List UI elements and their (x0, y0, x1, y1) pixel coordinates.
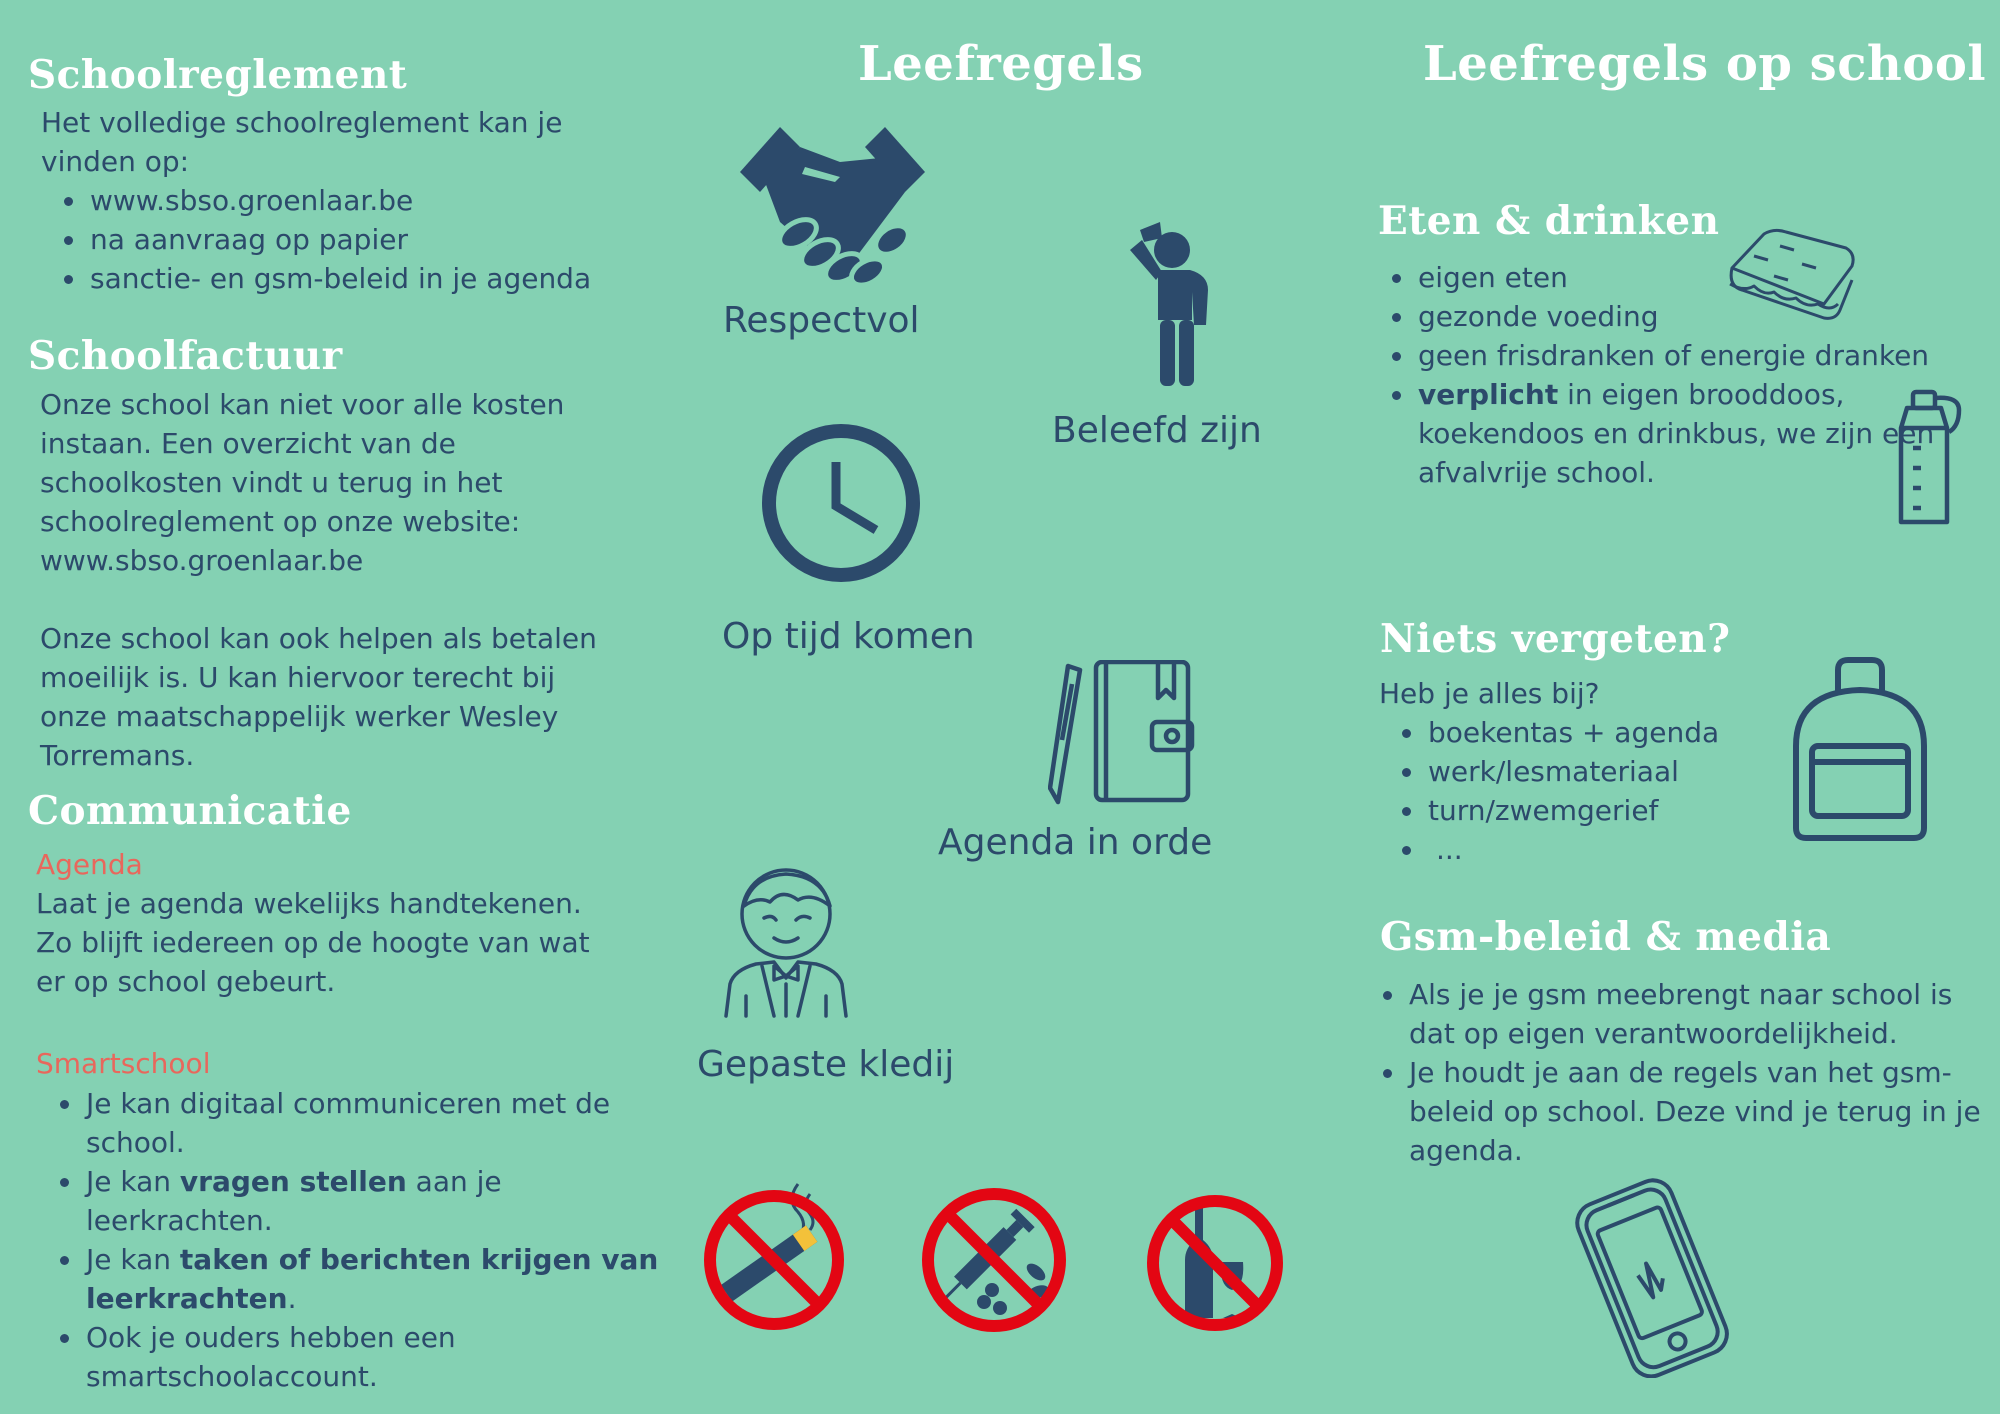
clock-icon (760, 422, 922, 584)
list-item (84, 1240, 666, 1318)
smartschool-subtitle: Smartschool (36, 1047, 211, 1080)
polite-person-icon (1120, 220, 1220, 390)
schoolfactuur-title: Schoolfactuur (28, 333, 343, 379)
schoolreglement-intro-line: Het volledige schoolreglement kan je (41, 106, 563, 139)
text-line: er op school gebeurt. (36, 965, 336, 998)
leefregels-op-school-title: Leefregels op school (1423, 36, 1987, 92)
eten-drinken-list (1368, 258, 1950, 492)
agenda-subtitle: Agenda (36, 848, 143, 881)
list-item (1416, 375, 1950, 492)
niets-vergeten-intro: Heb je alles bij? (1379, 677, 1600, 710)
gsm-beleid-list (1359, 975, 2000, 1170)
text-part: ... (1436, 833, 1463, 866)
list-item: • eigen eten (1416, 258, 1950, 297)
notebook-pencil-icon (1048, 660, 1198, 805)
handshake-icon (740, 122, 925, 292)
no-alcohol-icon (1143, 1190, 1289, 1336)
text-line: www.sbso.groenlaar.be (40, 544, 364, 577)
text-line: schoolkosten vindt u terug in het (40, 466, 503, 499)
leefregels-title: Leefregels (858, 36, 1144, 92)
gepaste-kledij-label: Gepaste kledij (697, 1044, 955, 1085)
gsm-beleid-title: Gsm-beleid & media (1380, 914, 1832, 960)
agenda-text (36, 884, 656, 1001)
eten-drinken-title: Eten & drinken (1378, 198, 1720, 244)
text-line: Onze school kan niet voor alle kosten (40, 388, 565, 421)
list-item: • gezonde voeding (1416, 297, 1950, 336)
backpack-icon (1788, 656, 1932, 842)
schoolreglement-intro-line: vinden op: (41, 145, 190, 178)
list-item: • werk/lesmateriaal (1426, 752, 1806, 791)
list-item: • www.sbso.groenlaar.be (88, 181, 688, 220)
bold-text: taken of berichten krijgen van leerkrachten (86, 1243, 659, 1315)
respectvol-label: Respectvol (723, 300, 920, 341)
smartschool-list (36, 1084, 666, 1396)
text-part: aan je leerkrachten. (86, 1165, 502, 1237)
schoolreglement-list (40, 181, 688, 298)
bold-text: verplicht (1418, 378, 1559, 411)
text-part: . (287, 1282, 297, 1315)
op-tijd-komen-label: Op tijd komen (722, 616, 975, 657)
no-drugs-icon (918, 1184, 1070, 1336)
text-part: in eigen brooddoos, koekendoos en drinkbus, we zijn een afvalvrije school. (1418, 378, 1935, 489)
schoolreglement-intro (41, 103, 641, 181)
list-item (1426, 830, 1806, 869)
list-item: • Je houdt je aan de regels van het gsm-beleid op school. Deze vind je terug in je agenda. (1407, 1053, 2000, 1170)
well-dressed-person-icon (722, 866, 852, 1026)
list-item: • turn/zwemgerief (1426, 791, 1806, 830)
smartphone-icon (1568, 1178, 1738, 1378)
text-line: schoolreglement op onze website: (40, 505, 521, 538)
schoolfactuur-text (40, 385, 660, 775)
niets-vergeten-list (1378, 713, 1806, 869)
text-line: Torremans. (40, 739, 195, 772)
text-line: Onze school kan ook helpen als betalen (40, 622, 597, 655)
bold-text: vragen stellen (179, 1165, 407, 1198)
sandwich-icon (1724, 226, 1860, 324)
text-line: instaan. Een overzicht van de (40, 427, 456, 460)
list-item: • sanctie- en gsm-beleid in je agenda (88, 259, 688, 298)
schoolreglement-title: Schoolreglement (28, 52, 408, 98)
text-line: Laat je agenda wekelijks handtekenen. (36, 887, 582, 920)
list-item (84, 1162, 666, 1240)
list-item: • boekentas + agenda (1426, 713, 1806, 752)
no-smoking-icon (698, 1172, 850, 1332)
text-line: Zo blijft iedereen op de hoogte van wat (36, 926, 590, 959)
text-line: moeilijk is. U kan hiervoor terecht bij (40, 661, 556, 694)
list-item: • geen frisdranken of energie dranken (1416, 336, 1950, 375)
beleefd-zijn-label: Beleefd zijn (1052, 410, 1262, 451)
list-item: • Als je je gsm meebrengt naar school is dat op eigen verantwoordelijkheid. (1407, 975, 2000, 1053)
text-part: Je kan (86, 1243, 180, 1276)
text-line: onze maatschappelijk werker Wesley (40, 700, 559, 733)
agenda-in-orde-label: Agenda in orde (938, 822, 1213, 863)
niets-vergeten-title: Niets vergeten? (1380, 616, 1731, 662)
list-item: • Ook je ouders hebben een smartschoolaccount. (84, 1318, 666, 1396)
communicatie-title: Communicatie (28, 788, 352, 834)
text-part: Je kan (86, 1165, 180, 1198)
list-item: • na aanvraag op papier (88, 220, 688, 259)
list-item: • Je kan digitaal communiceren met de school. (84, 1084, 666, 1162)
water-bottle-icon (1893, 388, 1969, 530)
